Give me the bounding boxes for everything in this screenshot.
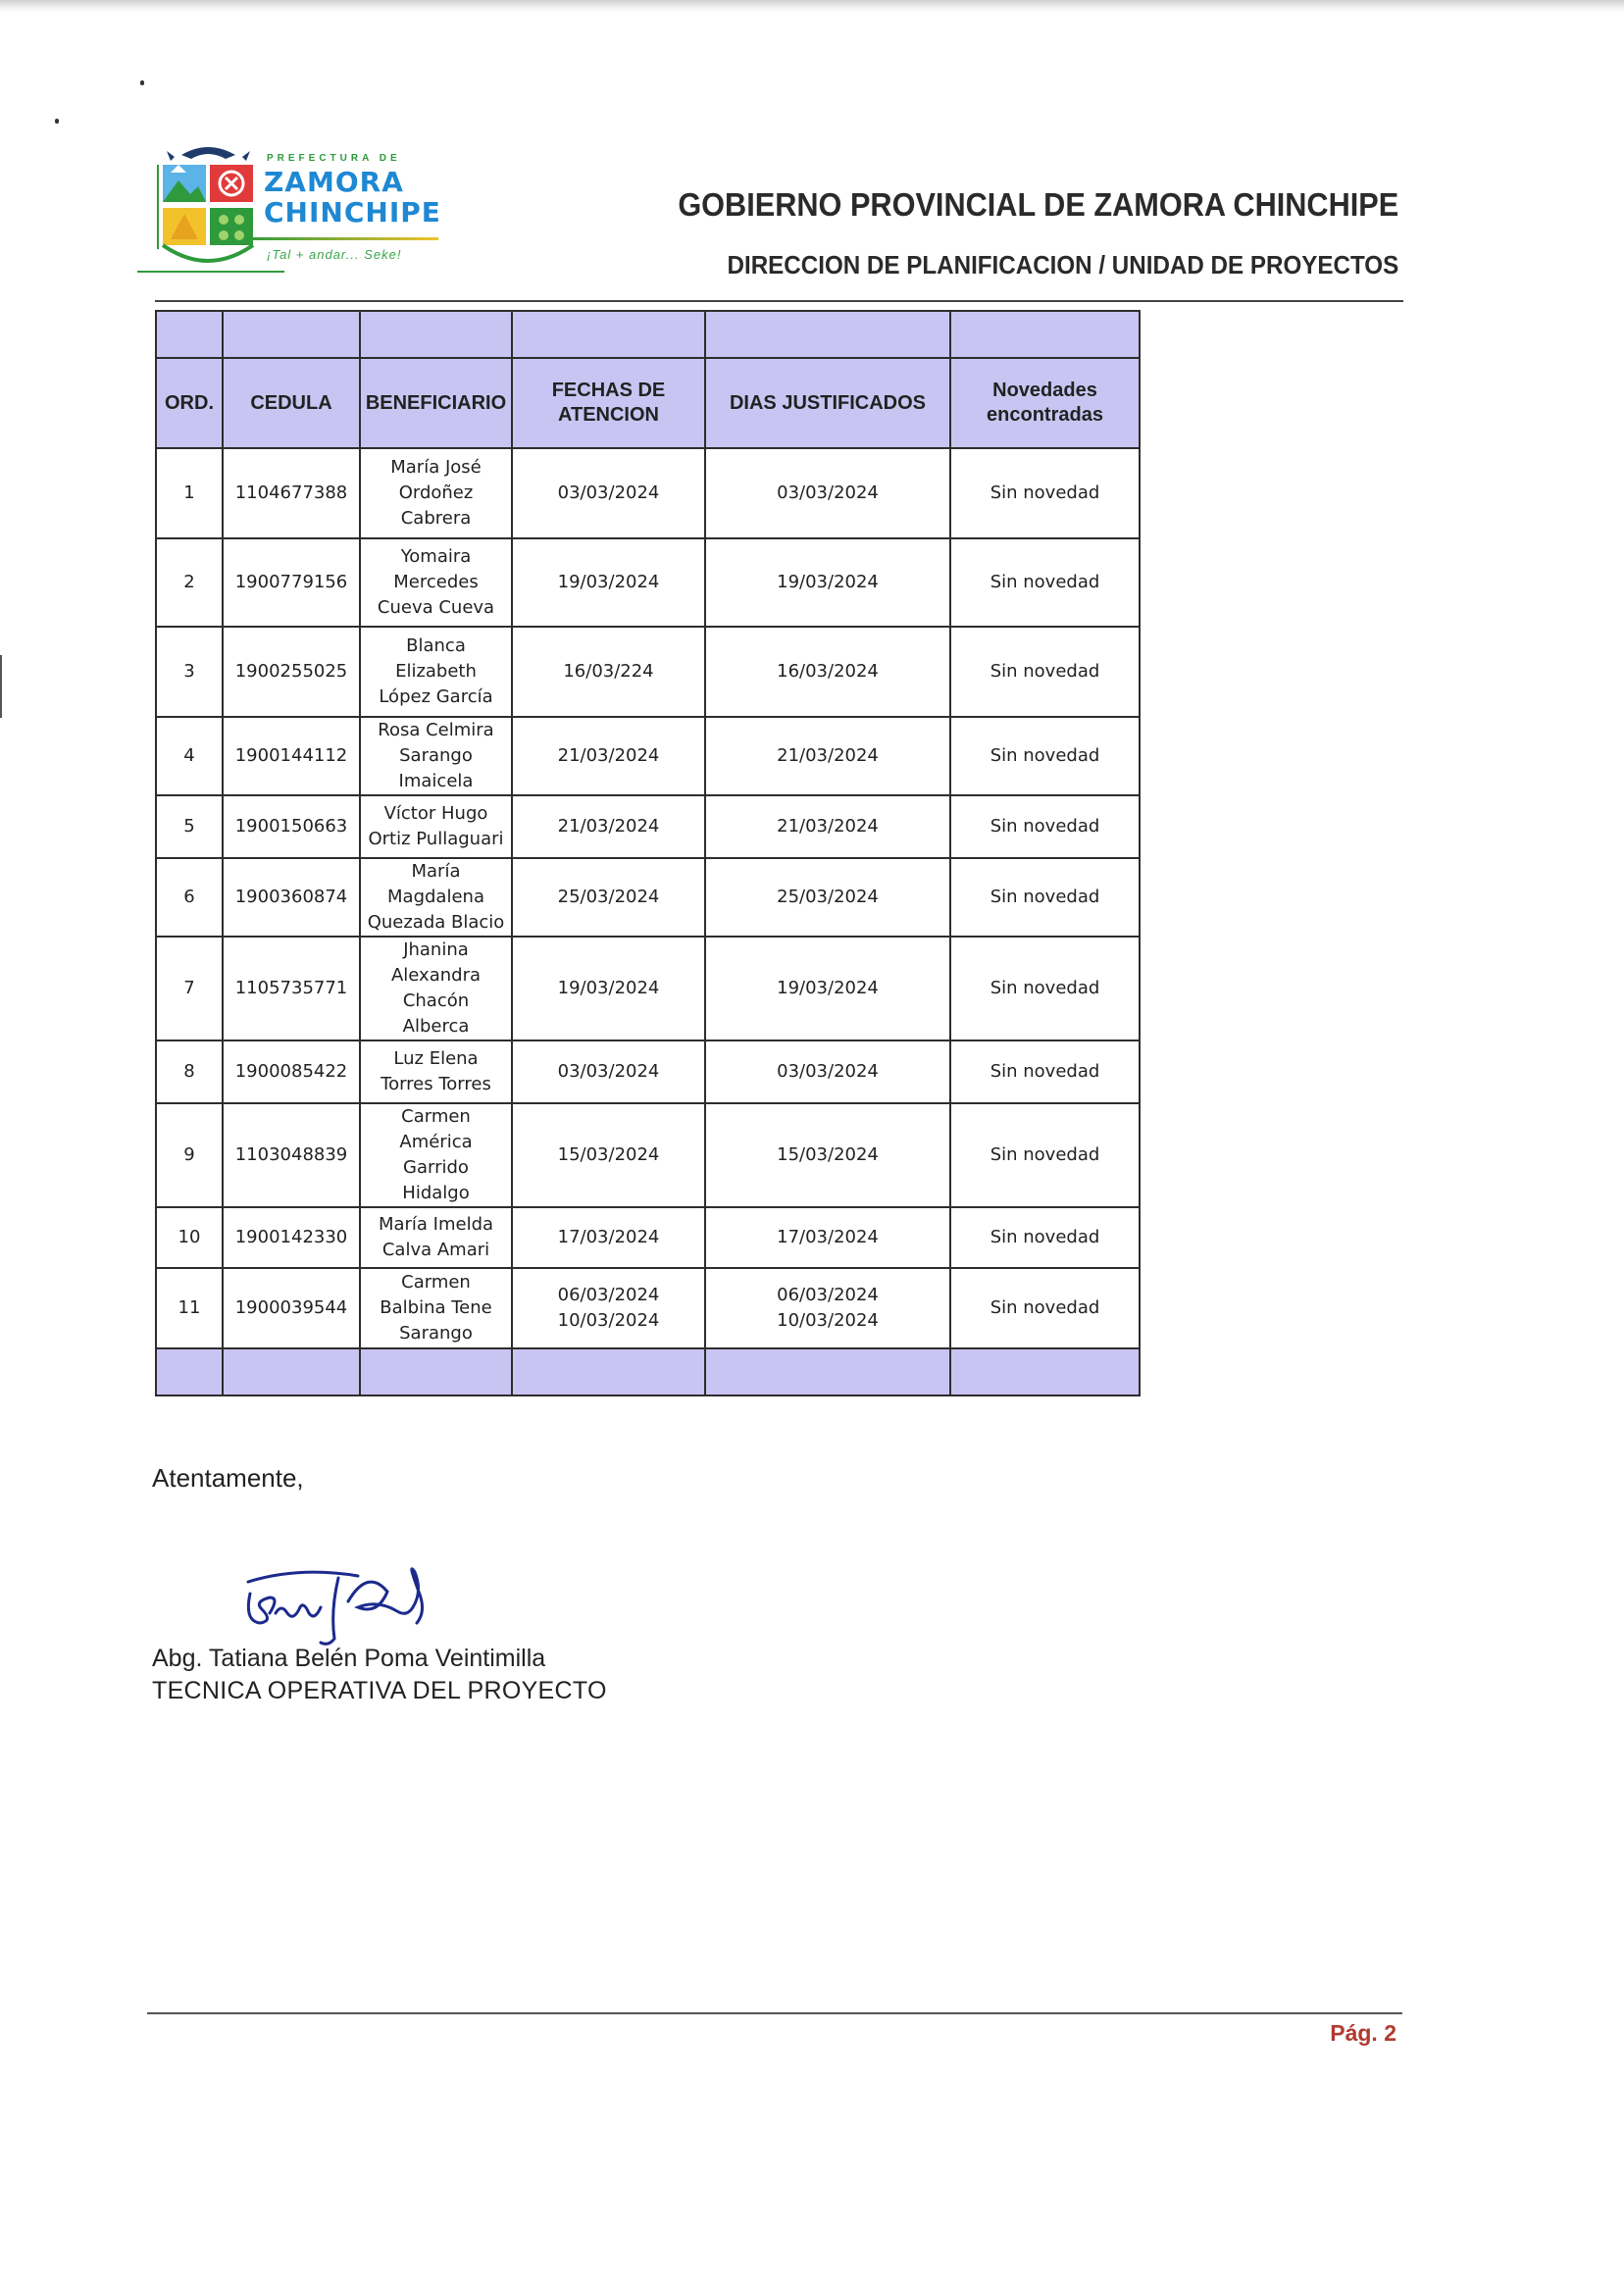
cell-cedula: 1900144112 [223, 717, 360, 795]
cell-beneficiario: Carmen Balbina Tene Sarango [360, 1268, 512, 1348]
cell-fechas: 21/03/2024 [512, 795, 705, 858]
cell-dias: 03/03/2024 [705, 1040, 950, 1103]
prefecture-logo [137, 139, 441, 281]
cell-cedula: 1103048839 [223, 1103, 360, 1207]
header-cedula: CEDULA [223, 358, 360, 448]
table-row [156, 858, 1140, 937]
cell-fechas: 15/03/2024 [512, 1103, 705, 1207]
cell-cedula: 1900150663 [223, 795, 360, 858]
cell-fechas: 19/03/2024 [512, 937, 705, 1040]
cell-novedades: Sin novedad [950, 627, 1140, 717]
cell-novedades: Sin novedad [950, 858, 1140, 937]
logo-name-line2: CHINCHIPE [264, 196, 441, 228]
cell-fechas: 21/03/2024 [512, 717, 705, 795]
cell-fechas: 17/03/2024 [512, 1207, 705, 1268]
header-novedades: Novedades encontradas [950, 358, 1140, 448]
closing-salutation: Atentamente, [152, 1463, 304, 1493]
cell-beneficiario: María José Ordoñez Cabrera [360, 448, 512, 538]
header-dias: DIAS JUSTIFICADOS [705, 358, 950, 448]
cell-dias: 06/03/2024 10/03/2024 [705, 1268, 950, 1348]
header-fechas: FECHAS DE ATENCION [512, 358, 705, 448]
cell-dias: 16/03/2024 [705, 627, 950, 717]
cell-cedula: 1900085422 [223, 1040, 360, 1103]
cell-novedades: Sin novedad [950, 1103, 1140, 1207]
cell-ord: 6 [156, 858, 223, 937]
logo-base-line [137, 271, 284, 273]
table-header-row [156, 358, 1140, 448]
cell-dias: 25/03/2024 [705, 858, 950, 937]
table-row [156, 937, 1140, 1040]
cell-beneficiario: Yomaira Mercedes Cueva Cueva [360, 538, 512, 627]
cell-beneficiario: María Imelda Calva Amari [360, 1207, 512, 1268]
cell-ord: 5 [156, 795, 223, 858]
cell-beneficiario: Carmen América Garrido Hidalgo [360, 1103, 512, 1207]
cell-dias: 17/03/2024 [705, 1207, 950, 1268]
cell-novedades: Sin novedad [950, 937, 1140, 1040]
header-ord: ORD. [156, 358, 223, 448]
cell-fechas: 19/03/2024 [512, 538, 705, 627]
logo-name-line1: ZAMORA [264, 166, 404, 198]
cell-dias: 15/03/2024 [705, 1103, 950, 1207]
page-number: Pág. 2 [1330, 2020, 1396, 2046]
cell-cedula: 1900142330 [223, 1207, 360, 1268]
zamora-chinchipe-crest-icon [157, 143, 260, 271]
cell-novedades: Sin novedad [950, 1207, 1140, 1268]
cell-fechas: 16/03/224 [512, 627, 705, 717]
cell-beneficiario: Blanca Elizabeth López García [360, 627, 512, 717]
signer-role: TECNICA OPERATIVA DEL PROYECTO [152, 1677, 607, 1704]
logo-slogan: ¡Tal + andar... Seke! [267, 247, 402, 262]
table-row [156, 795, 1140, 858]
cell-dias: 19/03/2024 [705, 538, 950, 627]
table-row [156, 627, 1140, 717]
cell-novedades: Sin novedad [950, 448, 1140, 538]
cell-beneficiario: Víctor Hugo Ortiz Pullaguari [360, 795, 512, 858]
cell-fechas: 03/03/2024 [512, 448, 705, 538]
cell-ord: 8 [156, 1040, 223, 1103]
scan-margin-mark [0, 655, 2, 718]
cell-beneficiario: Jhanina Alexandra Chacón Alberca [360, 937, 512, 1040]
table-row [156, 1040, 1140, 1103]
signer-name: Abg. Tatiana Belén Poma Veintimilla [152, 1645, 546, 1672]
cell-novedades: Sin novedad [950, 538, 1140, 627]
table-row [156, 717, 1140, 795]
cell-ord: 11 [156, 1268, 223, 1348]
cell-novedades: Sin novedad [950, 717, 1140, 795]
cell-cedula: 1104677388 [223, 448, 360, 538]
cell-ord: 9 [156, 1103, 223, 1207]
footer-divider [147, 2012, 1402, 2014]
cell-ord: 3 [156, 627, 223, 717]
cell-novedades: Sin novedad [950, 1268, 1140, 1348]
scan-speck [140, 80, 144, 85]
cell-novedades: Sin novedad [950, 1040, 1140, 1103]
beneficiaries-table [155, 310, 1141, 1396]
cell-ord: 7 [156, 937, 223, 1040]
cell-dias: 03/03/2024 [705, 448, 950, 538]
scan-speck [55, 119, 59, 124]
cell-beneficiario: Rosa Celmira Sarango Imaicela [360, 717, 512, 795]
cell-cedula: 1900779156 [223, 538, 360, 627]
cell-cedula: 1900039544 [223, 1268, 360, 1348]
cell-novedades: Sin novedad [950, 795, 1140, 858]
table-bottom-band [156, 1348, 1140, 1395]
table-row [156, 1268, 1140, 1348]
header-divider [155, 300, 1403, 302]
table-top-band [156, 311, 1140, 358]
cell-ord: 1 [156, 448, 223, 538]
cell-beneficiario: María Magdalena Quezada Blacio [360, 858, 512, 937]
cell-dias: 21/03/2024 [705, 795, 950, 858]
header-beneficiario: BENEFICIARIO [360, 358, 512, 448]
cell-beneficiario: Luz Elena Torres Torres [360, 1040, 512, 1103]
table-row [156, 538, 1140, 627]
cell-ord: 2 [156, 538, 223, 627]
page-subtitle: DIRECCION DE PLANIFICACION / UNIDAD DE PROYECTOS [727, 250, 1398, 279]
logo-prefecture-label: PREFECTURA DE [267, 153, 401, 164]
logo-name [264, 167, 441, 228]
cell-fechas: 03/03/2024 [512, 1040, 705, 1103]
cell-dias: 21/03/2024 [705, 717, 950, 795]
scan-edge [0, 0, 1624, 14]
cell-ord: 4 [156, 717, 223, 795]
cell-fechas: 25/03/2024 [512, 858, 705, 937]
cell-cedula: 1900255025 [223, 627, 360, 717]
signature-mark [240, 1552, 446, 1650]
table-row [156, 448, 1140, 538]
cell-cedula: 1105735771 [223, 937, 360, 1040]
table-row [156, 1207, 1140, 1268]
table-row [156, 1103, 1140, 1207]
cell-dias: 19/03/2024 [705, 937, 950, 1040]
page-title: GOBIERNO PROVINCIAL DE ZAMORA CHINCHIPE [678, 186, 1398, 223]
cell-fechas: 06/03/2024 10/03/2024 [512, 1268, 705, 1348]
logo-underline [247, 237, 438, 240]
cell-ord: 10 [156, 1207, 223, 1268]
cell-cedula: 1900360874 [223, 858, 360, 937]
